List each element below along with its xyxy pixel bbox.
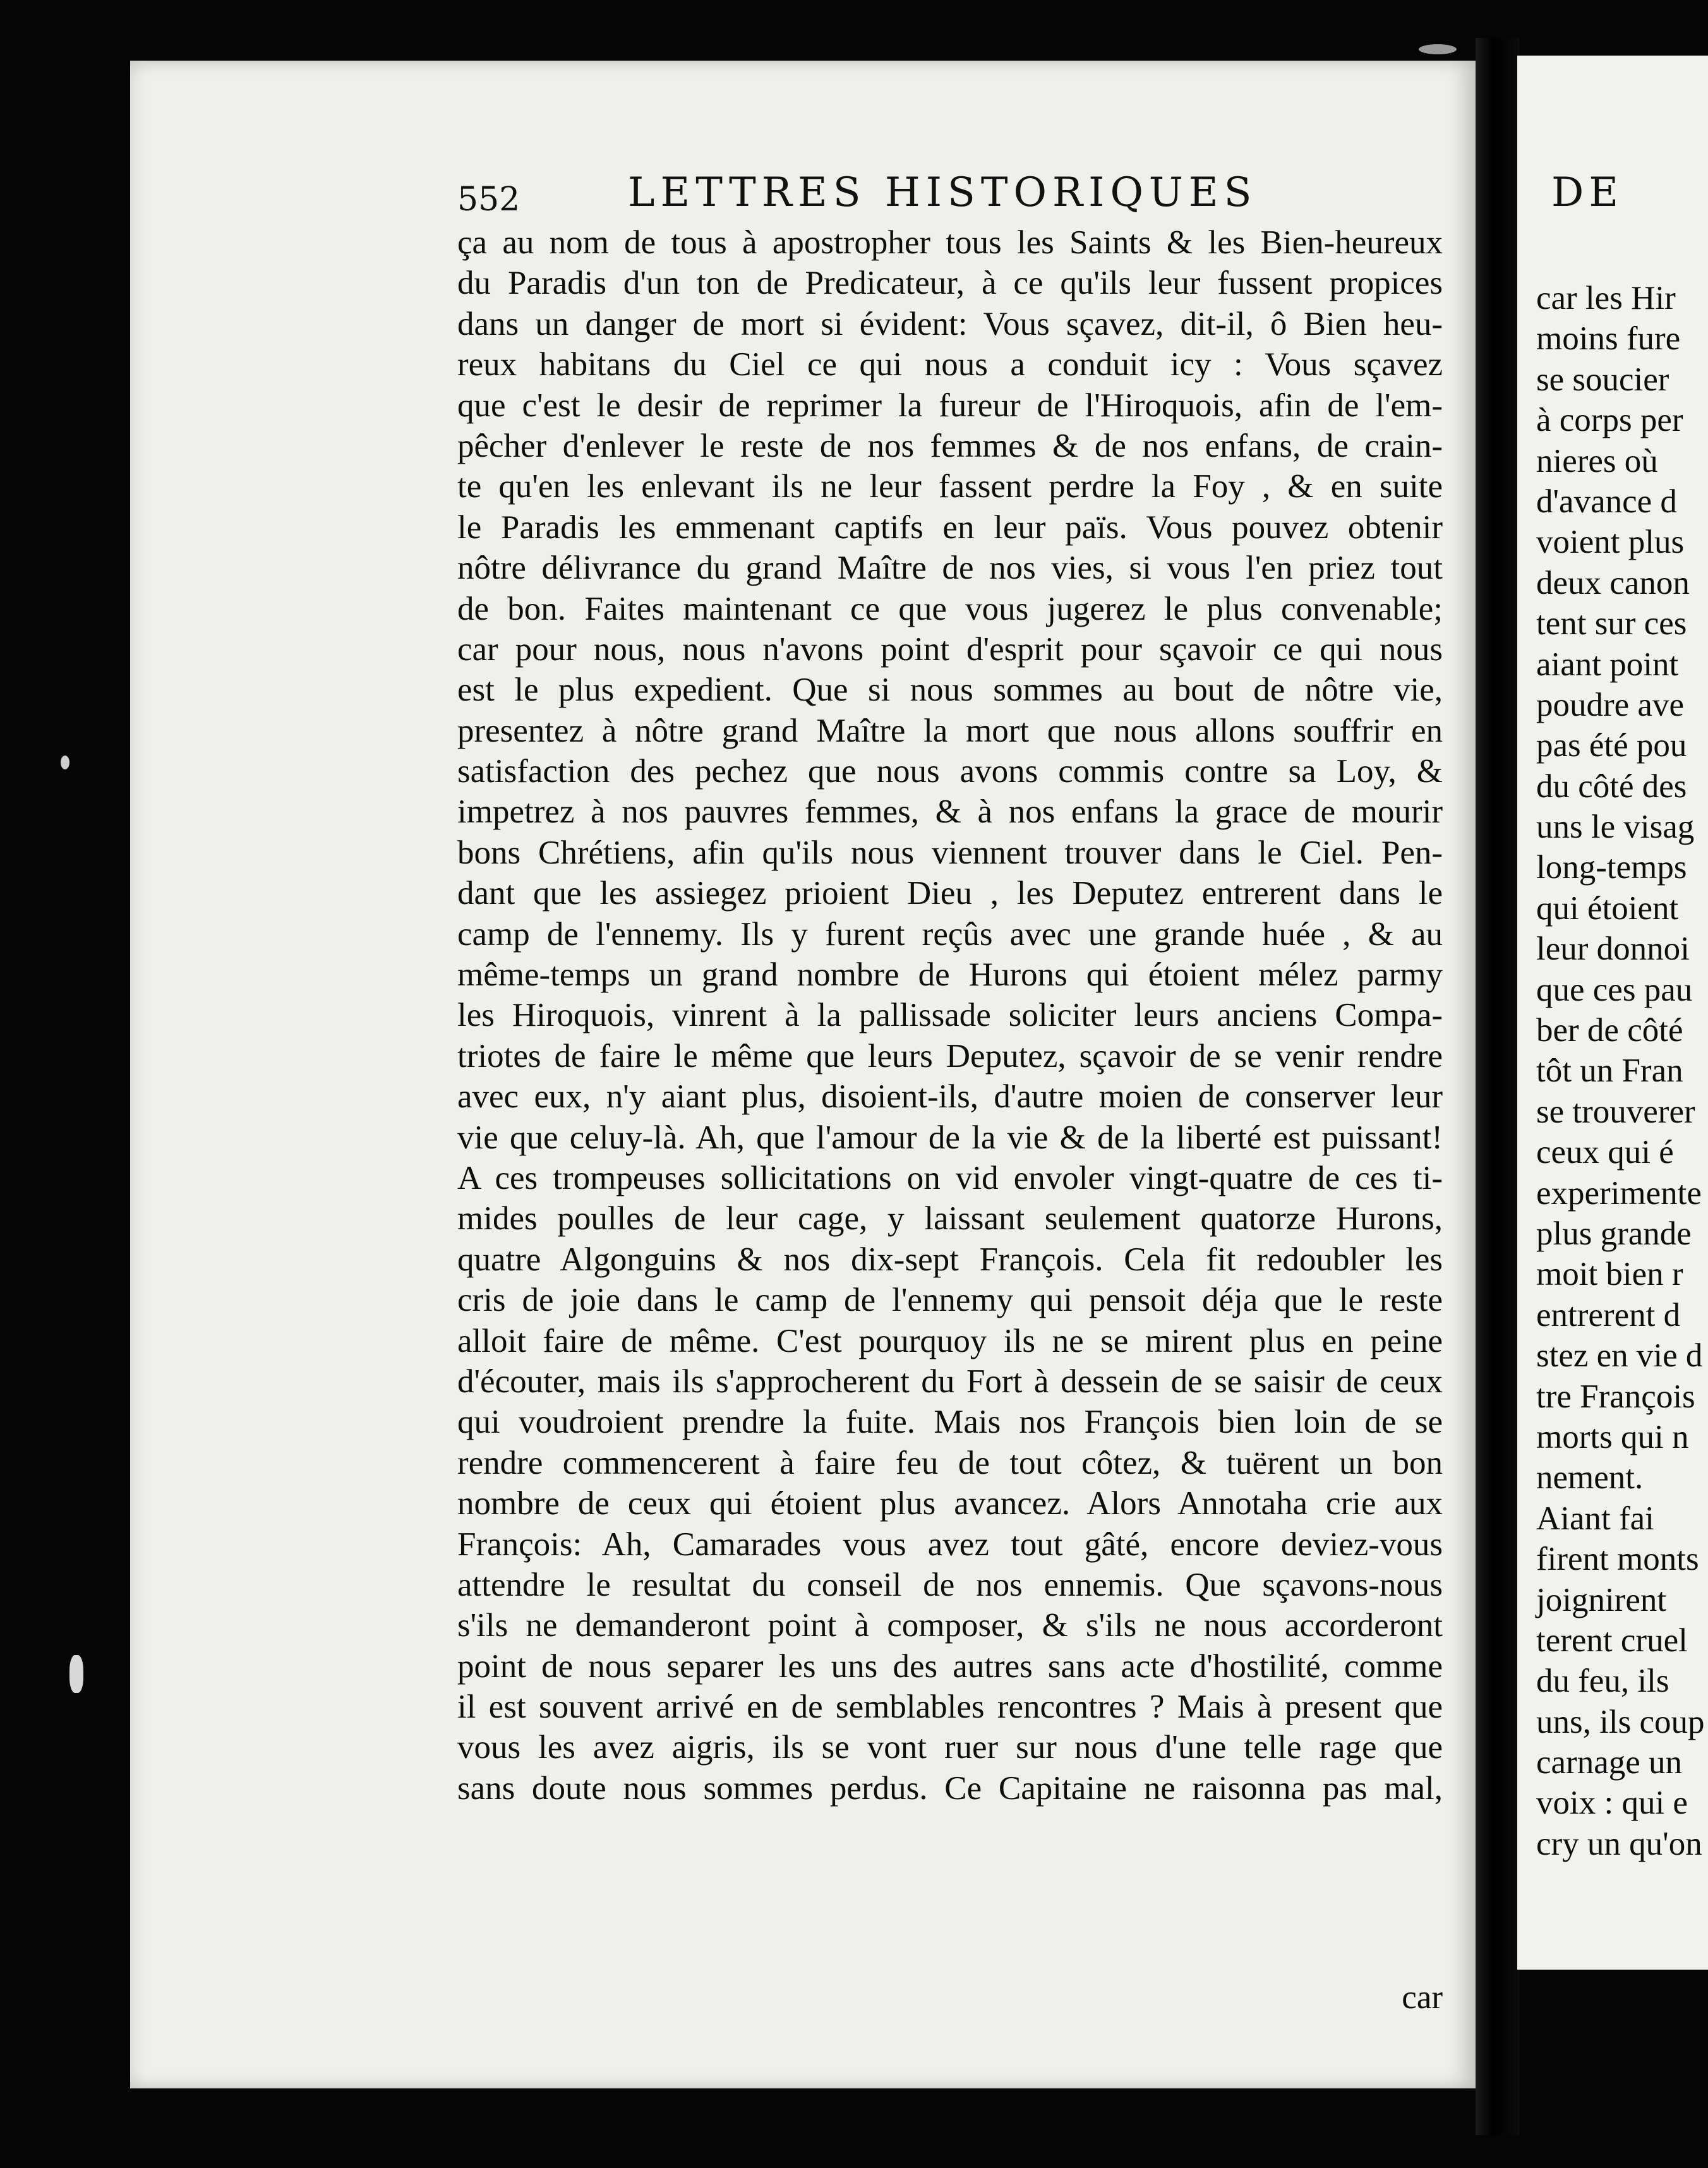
right-text-line: poudre ave [1536, 686, 1684, 723]
right-text-line: long-temps [1536, 849, 1687, 886]
right-text-line: nement. [1536, 1459, 1644, 1497]
right-text-line: se soucier [1536, 361, 1669, 398]
text-line: triotes de faire le même que leurs Deputez, sçavoir de se venir rendre [457, 1037, 1443, 1075]
text-line: dans un danger de mort si évident: Vous sçavez, dit-il, ô Bien heu- [457, 305, 1443, 342]
text-line: presentez à nôtre grand Maître la mort que nous allons souffrir en [457, 712, 1443, 749]
text-line: le Paradis les emmenant captifs en leur païs. Vous pouvez obtenir [457, 509, 1443, 546]
text-line: ça au nom de tous à apostropher tous les Saints & les Bien-heureux [457, 224, 1443, 261]
text-line: François: Ah, Camarades vous avez tout gâté, encore deviez-vous [457, 1526, 1443, 1563]
dust-speck [69, 1655, 83, 1693]
page-number: 552 [457, 181, 520, 219]
right-text-line: plus grande [1536, 1215, 1692, 1252]
text-line: qui voudroient prendre la fuite. Mais nos François bien loin de se [457, 1404, 1443, 1441]
right-text-line: voix : qui e [1536, 1785, 1688, 1822]
text-line: mides poulles de leur cage, y laissant seulement quatorze Hurons, [457, 1200, 1443, 1238]
right-text-line: cry un qu'on [1536, 1825, 1702, 1862]
text-line: nombre de ceux qui étoient plus avancez. Alors Annotaha crie aux [457, 1485, 1443, 1522]
text-line: car pour nous, nous n'avons point d'esprit pour sçavoir ce qui nous [457, 630, 1443, 668]
right-text-line: morts qui n [1536, 1418, 1689, 1455]
text-line: alloit faire de même. C'est pourquoy ils ne se mirent plus en peine [457, 1322, 1443, 1359]
text-line: les Hiroquois, vinrent à la pallissade soliciter leurs anciens Compa- [457, 997, 1443, 1034]
right-text-line: à corps per [1536, 402, 1683, 439]
text-line: vie que celuy-là. Ah, que l'amour de la vie & de la liberté est puissant! [457, 1119, 1443, 1156]
right-text-line: terent cruel [1536, 1622, 1688, 1659]
text-line: attendre le resultat du conseil de nos ennemis. Que sçavons-nous [457, 1566, 1443, 1603]
dust-speck [1419, 44, 1457, 54]
text-line: impetrez à nos pauvres femmes, & à nos enfans la grace de mourir [457, 793, 1443, 831]
book-gutter [1476, 38, 1520, 2135]
right-text-line: moins fure [1536, 320, 1681, 358]
text-line: cris de joie dans le camp de l'ennemy qui pensoit déja que le reste [457, 1282, 1443, 1319]
right-text-line: pas été pou [1536, 727, 1687, 764]
right-text-line: aiant point [1536, 646, 1679, 683]
right-text-line: ber de côté [1536, 1012, 1683, 1049]
right-running-title: DE [1551, 169, 1624, 216]
text-line: reux habitans du Ciel ce qui nous a conduit icy : Vous sçavez [457, 346, 1443, 383]
text-line: camp de l'ennemy. Ils y furent reçûs avec une grande huée , & au [457, 915, 1443, 953]
right-text-line: carnage un [1536, 1744, 1682, 1781]
right-text-line: moit bien r [1536, 1256, 1683, 1293]
right-text-line: voient plus [1536, 524, 1685, 561]
text-line: satisfaction des pechez que nous avons commis contre sa Loy, & [457, 753, 1443, 790]
right-text-line: du feu, ils [1536, 1663, 1669, 1700]
text-line: pêcher d'enlever le reste de nos femmes & de nos enfans, de crain- [457, 427, 1443, 464]
right-page [1517, 56, 1708, 1970]
text-line: vous les avez aigris, ils se vont ruer sur nous d'une telle rage que [457, 1729, 1443, 1766]
right-text-line: leur donnoi [1536, 930, 1690, 968]
right-text-line: deux canon [1536, 564, 1690, 601]
right-text-line: se trouverer [1536, 1093, 1695, 1130]
right-text-line: joignirent [1536, 1581, 1667, 1618]
text-line: s'ils ne demanderont point à composer, & s'ils ne nous accorderont [457, 1607, 1443, 1644]
text-line: bons Chrétiens, afin qu'ils nous viennent trouver dans le Ciel. Pen- [457, 834, 1443, 871]
right-text-line: Aiant fai [1536, 1500, 1654, 1537]
right-text-line: ceux qui é [1536, 1134, 1674, 1171]
right-text-line: stez en vie d [1536, 1337, 1703, 1375]
right-text-line: du côté des [1536, 768, 1687, 805]
right-text-line: uns le visag [1536, 809, 1695, 846]
text-line: que c'est le desir de reprimer la fureur de l'Hiroquois, afin de l'em- [457, 387, 1443, 424]
text-line: quatre Algonguins & nos dix-sept François. Cela fit redoubler les [457, 1241, 1443, 1278]
right-body-text [1536, 278, 1708, 1864]
text-line: nôtre délivrance du grand Maître de nos vies, si vous l'en priez tout [457, 550, 1443, 587]
text-line: même-temps un grand nombre de Hurons qui étoient mélez parmy [457, 956, 1443, 994]
right-text-line: experimente [1536, 1174, 1702, 1212]
text-line: sans doute nous sommes perdus. Ce Capitaine ne raisonna pas mal, [457, 1769, 1443, 1807]
text-line: rendre commencerent à faire feu de tout côtez, & tuërent un bon [457, 1444, 1443, 1481]
text-line: A ces trompeuses sollicitations on vid envoler vingt-quatre de ces ti- [457, 1159, 1443, 1196]
catchword: car [1402, 1979, 1443, 2016]
text-line: du Paradis d'un ton de Predicateur, à ce qu'ils leur fussent propices [457, 265, 1443, 302]
text-line: de bon. Faites maintenant ce que vous jugerez le plus convenable; [457, 590, 1443, 627]
text-line: point de nous separer les uns des autres sans acte d'hostilité, comme [457, 1647, 1443, 1685]
right-text-line: qui étoient [1536, 889, 1679, 927]
right-text-line: tent sur ces [1536, 605, 1687, 642]
right-text-line: firent monts [1536, 1541, 1699, 1578]
dust-speck [61, 756, 69, 769]
running-title: LETTRES HISTORIQUES [628, 169, 1258, 216]
text-line: te qu'en les enlevant ils ne leur fassent perdre la Foy , & en suite [457, 468, 1443, 505]
text-line: avec eux, n'y aiant plus, disoient-ils, d'autre moien de conserver leur [457, 1078, 1443, 1116]
body-text [457, 222, 1443, 2016]
text-line: est le plus expedient. Que si nous sommes au bout de nôtre vie, [457, 671, 1443, 709]
right-text-line: tre François [1536, 1378, 1695, 1415]
right-text-line: uns, ils coup [1536, 1703, 1705, 1740]
right-text-line: d'avance d [1536, 483, 1677, 520]
right-text-line: tôt un Fran [1536, 1052, 1683, 1090]
right-text-line: que ces pau [1536, 971, 1693, 1008]
right-text-line: nieres où [1536, 442, 1658, 479]
text-line: d'écouter, mais ils s'approcherent du Fort à dessein de se saisir de ceux [457, 1363, 1443, 1400]
right-text-line: car les Hir [1536, 280, 1676, 316]
page-header [457, 169, 1531, 226]
right-text-line: entrerent d [1536, 1296, 1681, 1334]
text-line: il est souvent arrivé en de semblables rencontres ? Mais à present que [457, 1689, 1443, 1726]
text-line: dant que les assiegez prioient Dieu , les Deputez entrerent dans le [457, 875, 1443, 912]
